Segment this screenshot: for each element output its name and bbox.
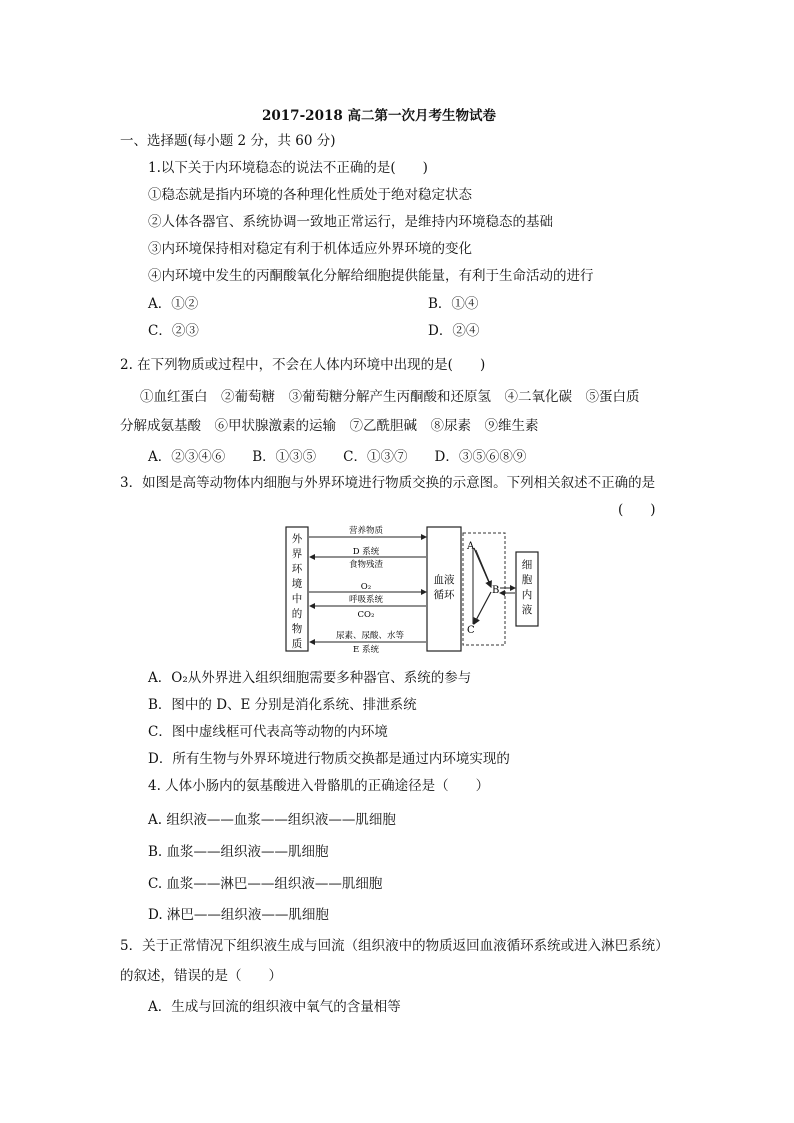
- option-c: C．②③: [148, 323, 199, 339]
- statement-item: ④内环境中发生的丙酮酸氧化分解给细胞提供能量，有利于生命活动的进行: [148, 268, 594, 284]
- statement-item: ③内环境保持相对稳定有利于机体适应外界环境的变化: [148, 241, 472, 257]
- option-a: A. 组织液——血浆——组织液——肌细胞: [148, 812, 396, 828]
- option-b: B. 血浆——组织液——肌细胞: [148, 844, 329, 860]
- statement-item: ②人体各器官、系统协调一致地正常运行，是维持内环境稳态的基础: [148, 214, 553, 230]
- blood-label-2: 循环: [433, 589, 455, 601]
- answer-paren: ( ): [618, 502, 656, 518]
- option-a: A．①②: [148, 296, 199, 312]
- question-stem-line-2: 的叙述，错误的是（ ）: [120, 968, 282, 984]
- option-d: D．所有生物与外界环境进行物质交换都是通过内环境实现的: [148, 751, 510, 767]
- option-d: D. 淋巴——组织液——肌细胞: [148, 907, 329, 923]
- external-char-5: 的: [291, 608, 303, 620]
- page-title: 2017-2018 高二第一次月考生物试卷: [262, 108, 496, 124]
- label-e-system: E 系统: [353, 645, 379, 655]
- section-heading: 一、选择题(每小题 2 分，共 60 分): [120, 133, 336, 149]
- option-b: B．①④: [428, 296, 479, 312]
- node-c: C: [467, 625, 475, 636]
- node-b: B: [492, 585, 500, 596]
- option-d: D．②④: [428, 323, 480, 339]
- external-char-6: 物: [291, 623, 303, 635]
- label-waste: 尿素、尿酸、水等: [335, 631, 405, 641]
- label-d-system: D 系统: [352, 547, 380, 557]
- cell-char-3: 液: [521, 604, 533, 616]
- external-char-3: 境: [291, 578, 303, 590]
- statement-item: ①稳态就是指内环境的各种理化性质处于绝对稳定状态: [148, 187, 472, 203]
- question-items-line: ①血红蛋白 ②葡萄糖 ③葡萄糖分解产生丙酮酸和还原氢 ④二氧化碳 ⑤蛋白质: [140, 389, 640, 405]
- question-stem: 1.以下关于内环境稳态的说法不正确的是( ): [148, 160, 428, 176]
- label-nutrients: 营养物质: [348, 526, 384, 536]
- blood-label-1: 血液: [433, 574, 455, 586]
- cell-char-0: 细: [521, 559, 533, 571]
- node-a: A: [467, 541, 475, 552]
- cell-label: [522, 559, 533, 616]
- cell-char-2: 内: [521, 589, 533, 601]
- option-a: A．生成与回流的组织液中氧气的含量相等: [148, 999, 401, 1015]
- label-co2: CO₂: [357, 610, 375, 620]
- option-c: C．图中虚线框可代表高等动物的内环境: [148, 724, 388, 740]
- external-char-0: 外: [291, 533, 303, 545]
- external-label: [292, 532, 303, 650]
- arrow-b-c: [474, 592, 491, 624]
- question-stem: 4. 人体小肠内的氨基酸进入骨骼肌的正确途径是（ ）: [148, 778, 490, 794]
- external-char-1: 界: [291, 548, 303, 560]
- question-stem: 2. 在下列物质或过程中，不会在人体内环境中出现的是( ): [120, 357, 486, 373]
- external-char-7: 质: [291, 638, 303, 650]
- option-b: B．图中的 D、E 分别是消化系统、排泄系统: [148, 697, 417, 713]
- arrow-b-a: [476, 550, 491, 586]
- option-c: C. 血浆——淋巴——组织液——肌细胞: [148, 876, 383, 892]
- exchange-diagram: [280, 520, 540, 655]
- cell-char-1: 胞: [521, 574, 533, 586]
- arrow-a-b: [474, 548, 491, 587]
- question-stem: 3．如图是高等动物体内细胞与外界环境进行物质交换的示意图。下列相关叙述不正确的是: [120, 475, 656, 491]
- question-stem-line-1: 5．关于正常情况下组织液生成与回流（组织液中的物质返回血液循环系统或进入淋巴系统）: [120, 938, 669, 954]
- label-o2: O₂: [360, 582, 372, 592]
- label-respiratory: 呼吸系统: [348, 595, 384, 605]
- external-char-4: 中: [291, 593, 303, 605]
- answer-options: A．②③④⑥ B．①③⑤ C．①③⑦ D．③⑤⑥⑧⑨: [148, 449, 527, 465]
- label-food-residue: 食物残渣: [348, 560, 384, 570]
- external-char-2: 环: [291, 563, 303, 575]
- option-a: A．O₂从外界进入组织细胞需要多种器官、系统的参与: [148, 670, 472, 686]
- question-items-line: 分解成氨基酸 ⑥甲状腺激素的运输 ⑦乙酰胆碱 ⑧尿素 ⑨维生素: [120, 418, 539, 434]
